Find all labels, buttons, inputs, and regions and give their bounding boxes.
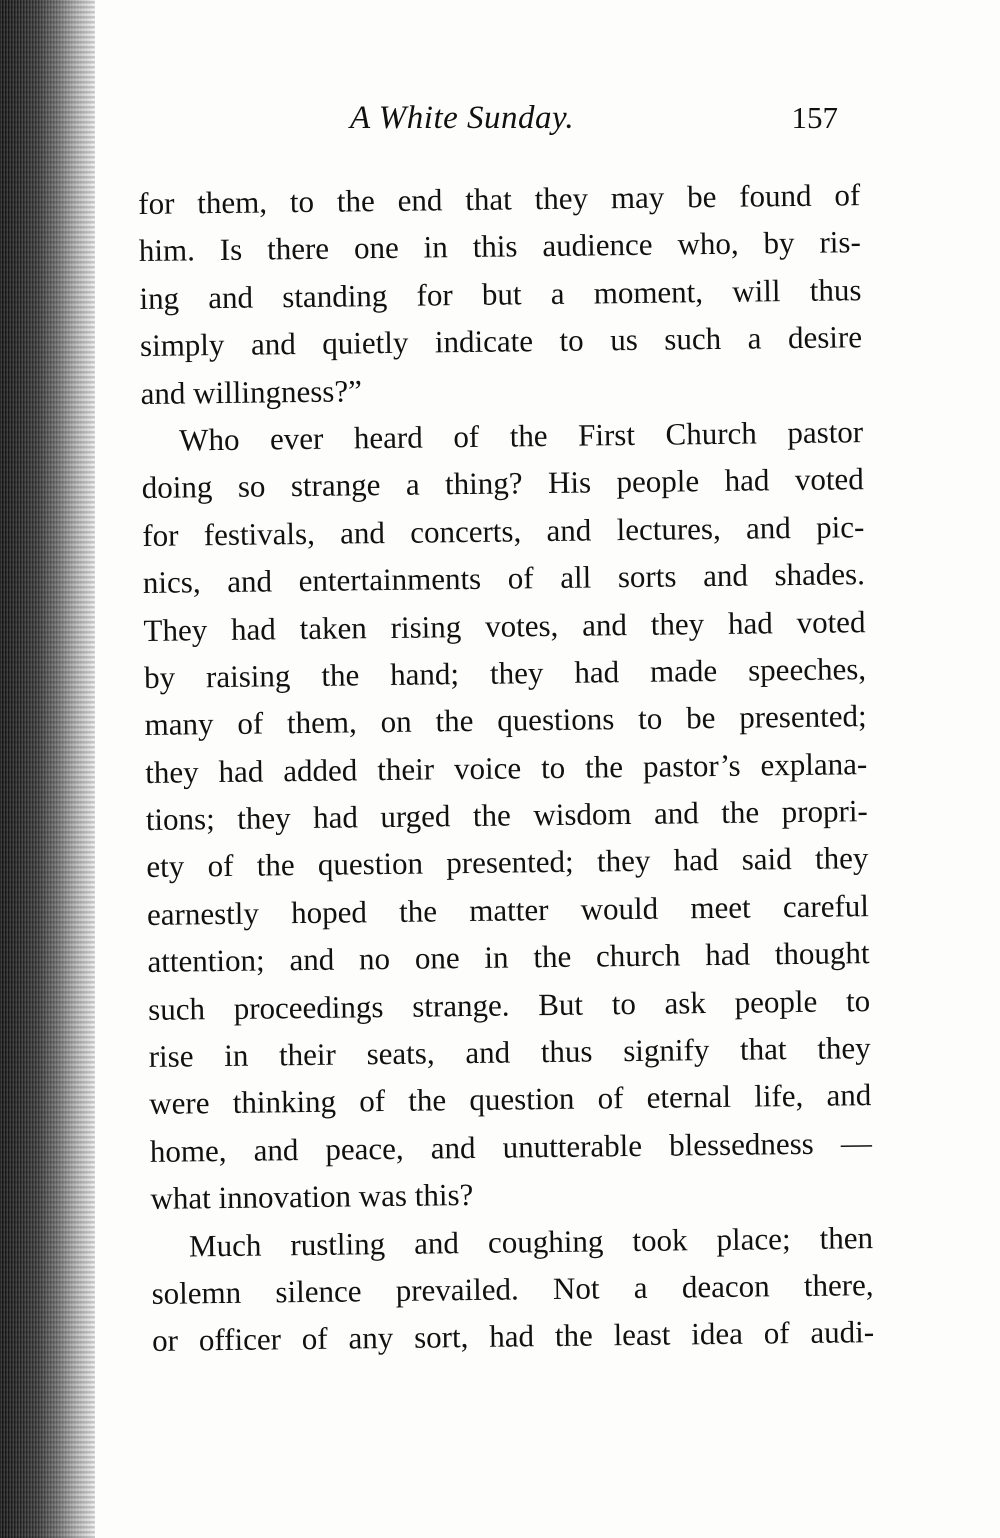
text-line: ety of the question presented; they had said they — [146, 840, 869, 885]
text-line: for them, to the end that they may be found of — [138, 177, 861, 221]
text-line: by raising the hand; they had made speeches, — [143, 651, 867, 695]
text-line: for festivals, and concerts, and lectures, and pic- — [142, 508, 865, 553]
running-header — [140, 100, 850, 150]
text-line: rise in their seats, and thus signify that they — [148, 1030, 871, 1074]
text-line: tions; they had urged the wisdom and the propri- — [145, 793, 868, 838]
text-line: ing and standing for but a moment, will thus — [139, 271, 862, 316]
text-line: him. Is there one in this audience who, by ris- — [138, 224, 862, 269]
text-line: earnestly hoped the matter would meet careful — [146, 887, 870, 932]
text-line: home, and peace, and unutterable blessedness — — [149, 1124, 873, 1169]
text-line: Who ever heard of the First Church pastor — [178, 414, 864, 458]
running-title: A White Sunday. — [350, 100, 575, 136]
text-line: doing so strange a thing? His people had voted — [141, 461, 864, 506]
text-line: they had added their voice to the pastor’s explana- — [145, 745, 868, 790]
text-line: what innovation was this? — [150, 1177, 474, 1217]
text-line: such proceedings strange. But to ask people to — [147, 982, 871, 1027]
text-line: nics, and entertainments of all sorts and shades. — [142, 556, 866, 601]
paragraph — [138, 171, 863, 417]
text-line: attention; and no one in the church had thought — [147, 935, 870, 980]
paragraph — [141, 408, 873, 1222]
text-line: Much rustling and coughing took place; then — [188, 1219, 874, 1264]
paragraph — [151, 1214, 875, 1365]
text-line: They had taken rising votes, and they had voted — [143, 603, 866, 648]
text-line: many of them, on the questions to be presented; — [144, 698, 867, 743]
text-line: were thinking of the question of eternal life, and — [149, 1077, 872, 1122]
text-line: and willingness?” — [140, 372, 363, 411]
page-number: 157 — [791, 100, 838, 135]
text-line: simply and quietly indicate to us such a desire — [139, 319, 863, 364]
body-text — [138, 171, 874, 1364]
text-line: solemn silence prevailed. Not a deacon there, — [151, 1267, 874, 1311]
page-binding-edge — [0, 0, 95, 1538]
text-line: or officer of any sort, had the least idea of audi- — [151, 1314, 875, 1359]
